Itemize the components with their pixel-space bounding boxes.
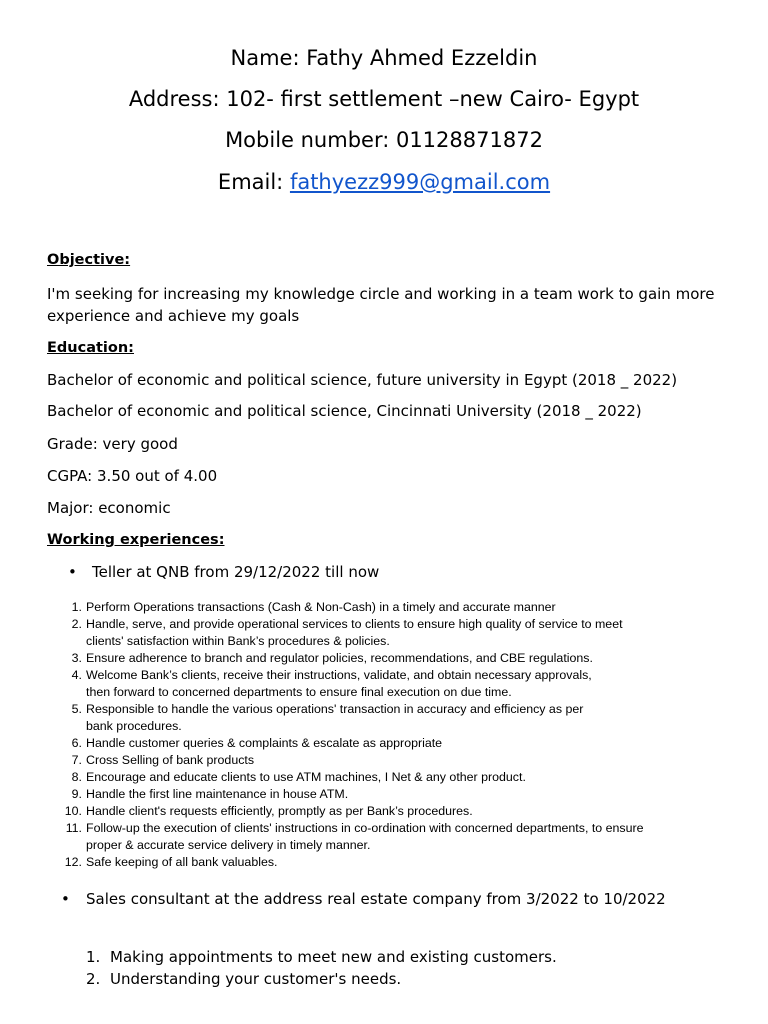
list-item-text: Ensure adherence to branch and regulator policies, recommendations, and CBE regulations. — [86, 651, 593, 665]
list-item-text: Encourage and educate clients to use ATM machines, I Net & any other product. — [86, 770, 526, 784]
list-item-text: Handle customer queries & complaints & escalate as appropriate — [86, 736, 443, 750]
email-link[interactable]: fathyezz999@gmail.com — [289, 170, 551, 194]
list-item — [60, 599, 644, 616]
list-item-number: 10. — [64, 804, 82, 818]
list-item-number: 1. — [71, 600, 82, 614]
list-item — [60, 650, 644, 667]
list-item — [60, 803, 644, 820]
name-line: Name: Fathy Ahmed Ezzeldin — [230, 46, 538, 70]
objective-text-line: experience and achieve my goals — [47, 307, 300, 325]
objective-text-line: I'm seeking for increasing my knowledge circle and working in a team work to gain more — [47, 285, 715, 303]
list-item — [60, 701, 644, 735]
list-item-text: Handle the first line maintenance in house ATM. — [86, 787, 349, 801]
job-1-duty-list — [60, 599, 644, 871]
list-item — [86, 946, 557, 968]
experience-heading: Working experiences: — [47, 532, 225, 548]
list-item-text: clients' satisfaction within Bank’s procedures & policies. — [86, 634, 390, 648]
list-item-number: 11. — [65, 821, 82, 835]
education-major: Major: economic — [47, 499, 171, 517]
education-grade: Grade: very good — [47, 435, 178, 453]
list-item-number: 4. — [71, 668, 82, 682]
list-item-number: 9. — [71, 787, 82, 801]
objective-heading: Objective: — [47, 252, 131, 268]
list-item-text: then forward to concerned departments to ensure final execution on due time. — [86, 685, 512, 699]
list-item-text: Safe keeping of all bank valuables. — [86, 855, 278, 869]
list-item — [60, 735, 644, 752]
list-item-text: Welcome Bank’s clients, receive their instructions, validate, and obtain necessary approvals, — [86, 668, 592, 682]
list-item — [60, 752, 644, 769]
list-item — [60, 667, 644, 701]
list-item-text: bank procedures. — [86, 719, 182, 733]
list-item — [60, 786, 644, 803]
list-item-text: Understanding your customer's needs. — [110, 970, 402, 988]
list-item-number: 5. — [71, 702, 82, 716]
list-item-text: Handle, serve, and provide operational services to clients to ensure high quality of service to meet — [86, 617, 623, 631]
list-item-text: Cross Selling of bank products — [86, 753, 255, 767]
email-label: Email: — [217, 170, 290, 194]
list-item-number: 8. — [71, 770, 82, 784]
list-item-number: 7. — [71, 753, 82, 767]
list-item-text: Follow-up the execution of clients' instructions in co-ordination with concerned departments, to ensure — [86, 821, 644, 835]
list-item-number: 3. — [71, 651, 82, 665]
list-item — [86, 968, 557, 990]
list-item-text: Making appointments to meet new and existing customers. — [110, 948, 557, 966]
bullet-icon: • — [68, 563, 77, 581]
education-degree-2: Bachelor of economic and political science, Cincinnati University (2018 _ 2022) — [47, 402, 642, 420]
list-item-number: 2. — [71, 617, 82, 631]
job-2-title: Sales consultant at the address real estate company from 3/2022 to 10/2022 — [86, 890, 666, 908]
list-item-text: Handle client's requests efficiently, promptly as per Bank’s procedures. — [86, 804, 473, 818]
bullet-icon: • — [61, 890, 70, 908]
job-1-title: Teller at QNB from 29/12/2022 till now — [92, 563, 380, 581]
list-item-number: 6. — [71, 736, 82, 750]
mobile-line: Mobile number: 01128871872 — [225, 128, 543, 152]
list-item-number: 12. — [64, 855, 82, 869]
list-item-text: Responsible to handle the various operations' transaction in accuracy and efficiency as per — [86, 702, 584, 716]
education-heading: Education: — [47, 340, 134, 356]
job-2-duty-list — [86, 946, 557, 990]
email-line — [0, 168, 768, 196]
list-item-text: Perform Operations transactions (Cash & Non-Cash) in a timely and accurate manner — [86, 600, 556, 614]
list-item-number: 1. — [86, 948, 101, 966]
address-line: Address: 102- first settlement –new Cairo- Egypt — [128, 87, 640, 111]
list-item — [60, 616, 644, 650]
education-cgpa: CGPA: 3.50 out of 4.00 — [47, 467, 218, 485]
education-degree-1: Bachelor of economic and political science, future university in Egypt (2018 _ 2022) — [47, 371, 678, 389]
list-item — [60, 854, 644, 871]
list-item-text: proper & accurate service delivery in timely manner. — [86, 838, 371, 852]
list-item — [60, 820, 644, 854]
list-item — [60, 769, 644, 786]
list-item-number: 2. — [86, 970, 101, 988]
